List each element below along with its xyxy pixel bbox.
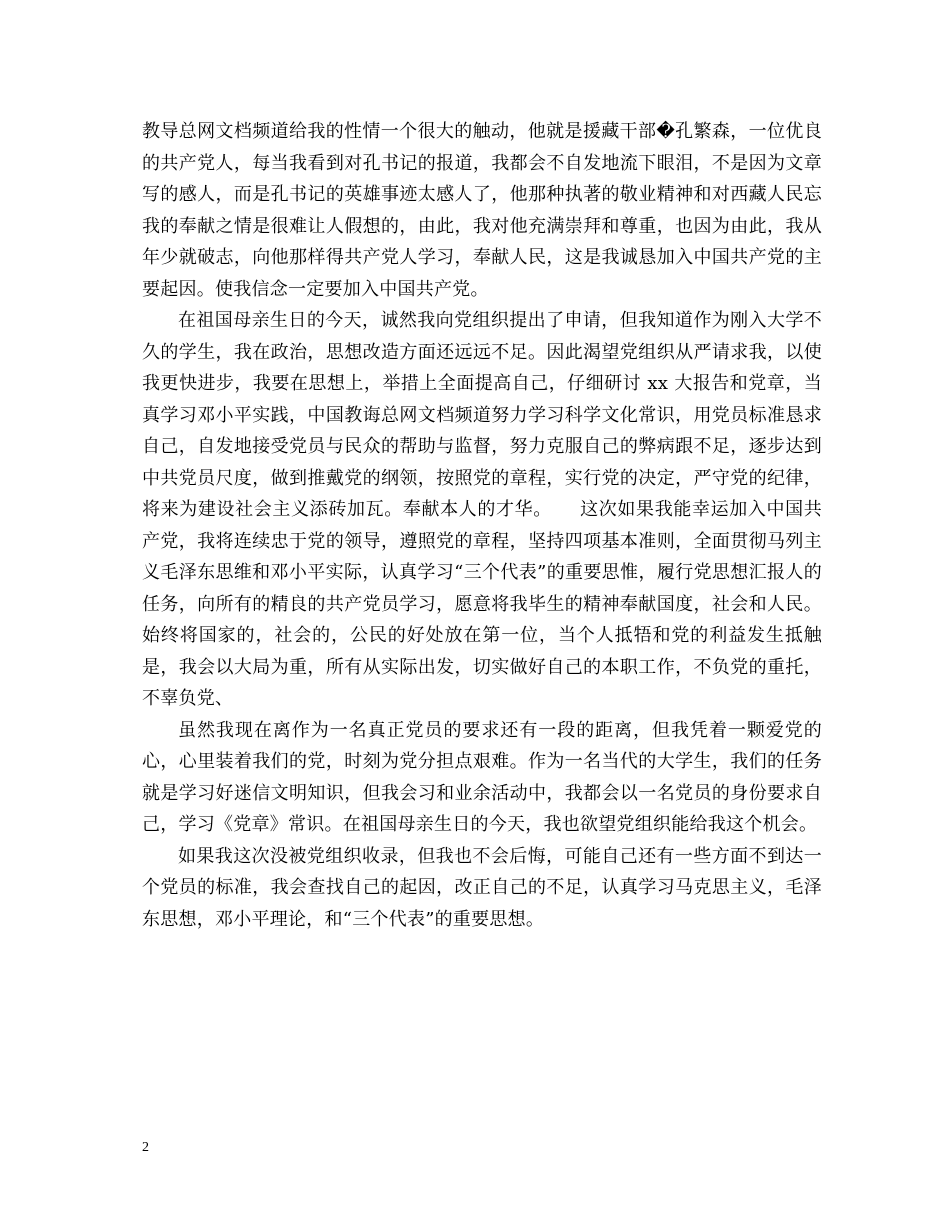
document-body: [142, 116, 822, 935]
paragraph-3: 虽然我现在离作为一名真正党员的要求还有一段的距离，但我凭着一颗爱党的心，心里装着我们的党，时刻为党分担点艰难。作为一名当代的大学生，我们的任务就是学习好迷信文明知识，但我会习和业余活动中，我都会以一名党员的身份要求自己，学习《党章》常识。在祖国母亲生日的今天，我也欲望党组织能给我这个机会。: [142, 719, 822, 835]
page-number: 2: [142, 1140, 149, 1155]
paragraph-2: 在祖国母亲生日的今天，诚然我向党组织提出了申请，但我知道作为刚入大学不久的学生，我在政治，思想改造方面还远远不足。因此渴望党组织从严请求我，以使我更快进步，我要在思想上，举措上全面提高自己，仔细研讨 xx 大报告和党章，当真学习邓小平实践，中国教诲总网文档频道努力学习科学文化常识，用党员标准恳求自己，自发地接受党员与民众的帮助与监督，努力克服自己的弊病跟不足，逐步达到中共党员尺度，做到推戴党的纲领，按照党的章程，实行党的决定，严守党的纪律，将来为建设社会主义添砖加瓦。奉献本人的才华。 这次如果我能幸运加入中国共产党，我将连续忠于党的领导，遵照党的章程，坚持四项基本准则，全面贯彻马列主义毛泽东思维和邓小平实际，认真学习“三个代表”的重要思惟，履行党思想汇报人的任务，向所有的精良的共产党员学习，愿意将我毕生的精神奉献国度，社会和人民。始终将国家的，社会的，公民的好处放在第一位，当个人抵牾和党的利益发生抵触是，我会以大局为重，所有从实际出发，切实做好自己的本职工作，不负党的重托，不辜负党、: [142, 310, 822, 709]
paragraph-4: 如果我这次没被党组织收录，但我也不会后悔，可能自己还有一些方面不到达一个党员的标准，我会查找自己的起因，改正自己的不足，认真学习马克思主义，毛泽东思想，邓小平理论，和“三个代表”的重要思想。: [142, 845, 822, 930]
paragraph-1: 教导总网文档频道给我的性情一个很大的触动，他就是援藏干部�孔繁森，一位优良的共产党人，每当我看到对孔书记的报道，我都会不自发地流下眼泪，不是因为文章写的感人，而是孔书记的英雄事迹太感人了，他那种执著的敬业精神和对西藏人民忘我的奉献之情是很难让人假想的，由此，我对他充满崇拜和尊重，也因为由此，我从年少就破志，向他那样得共产党人学习，奉献人民，这是我诚恳加入中国共产党的主要起因。使我信念一定要加入中国共产党。: [142, 121, 822, 300]
